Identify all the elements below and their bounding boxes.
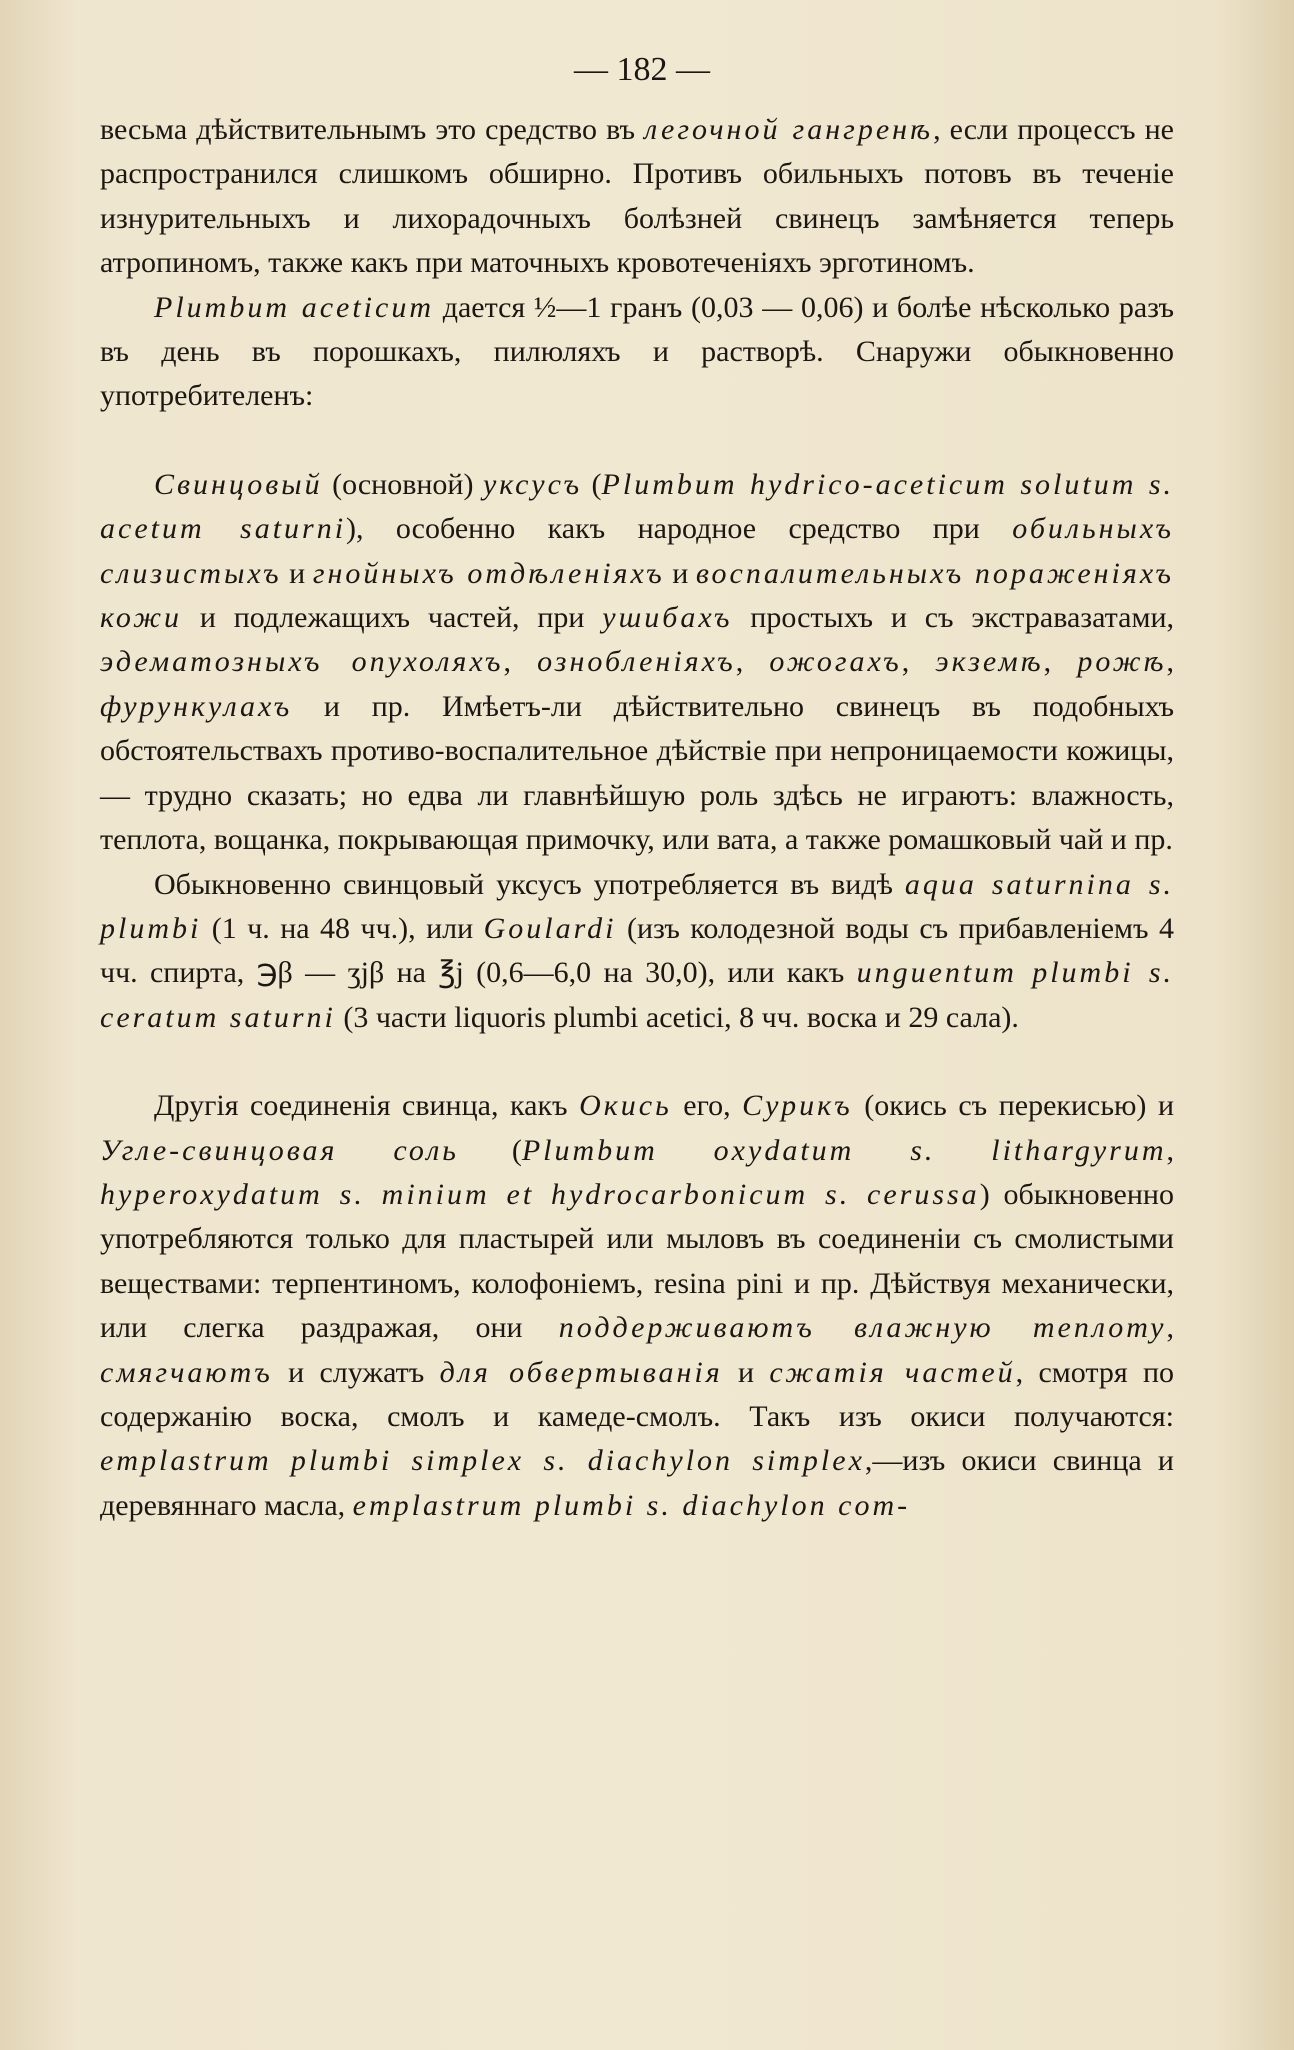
body-text: его, — [671, 1089, 743, 1123]
emphasized-text: ожогахъ — [769, 645, 902, 679]
emphasized-text: aqua saturnina s. plumbi — [100, 867, 1174, 945]
body-text: , если процессъ не распространился слишкомъ обширно. Противъ обильныхъ потовъ въ теченіе изнурительныхъ и лихорадочныхъ болѣзней свинецъ замѣняется теперь атропиномъ, также какъ при маточныхъ кровотеченіяхъ эрготиномъ. — [100, 113, 1175, 280]
body-text: ( — [458, 1133, 522, 1167]
emphasized-text: Свинцовый — [154, 467, 323, 501]
emphasized-text: уксусъ — [482, 467, 583, 501]
emphasized-text: Угле-свинцовая соль — [100, 1133, 459, 1167]
emphasized-text: фурункулахъ — [100, 689, 293, 723]
emphasized-text: Сурикъ — [742, 1089, 853, 1123]
body-text: , — [1166, 1311, 1174, 1345]
emphasized-text: ушибахъ — [602, 601, 733, 635]
page-text-body — [100, 108, 1174, 1528]
emphasized-text: Окись — [579, 1089, 672, 1123]
emphasized-text: ознобленіяхъ — [537, 645, 736, 679]
body-text: , смотря по содержанію воска, смолъ и камеде-смолъ. Такъ изъ окиси получаются: — [100, 1355, 1175, 1433]
body-text: и — [664, 556, 696, 590]
body-text: и — [722, 1355, 770, 1389]
body-text: , — [1166, 1133, 1174, 1167]
body-text: , — [1043, 645, 1078, 679]
body-text: (основной) — [322, 467, 483, 501]
body-text: и пр. Имѣетъ-ли дѣйствительно свинецъ въ подобныхъ обстоятельствахъ противо-воспалительное дѣйствіе при непроницаемости кожицы, — трудно сказать; но едва ли главнѣйшую роль здѣсь не играютъ: влажность, теплота, вощанка, покрывающая примочку, или вата, а также ромашковый чай и пр. — [100, 689, 1174, 857]
body-text: (3 части liquoris plumbi acetici, 8 чч. воска и 29 сала). — [335, 1000, 1019, 1034]
emphasized-text: для обвертыванія — [439, 1355, 723, 1389]
emphasized-text: hyperoxydatum s. minium et hydrocarbonicum s. cerussa — [100, 1177, 980, 1211]
body-text: ) обыкновенно употребляются только для пластырей или мыловъ въ соединеніи съ смолистыми веществами: терпентиномъ, колофоніемъ, resina pini и пр. Дѣйствуя механически, или слегка раздражая, они — [100, 1177, 1174, 1345]
emphasized-text: Plumbum oxydatum s. lithargyrum — [521, 1133, 1167, 1167]
paragraph — [100, 463, 1174, 863]
paragraph — [100, 1084, 1174, 1528]
emphasized-text: emplastrum plumbi simplex s. diachylon simplex — [100, 1444, 865, 1478]
emphasized-text: эдематозныхъ опухоляхъ — [100, 645, 504, 679]
body-text: (1 ч. на 48 чч.), или — [201, 911, 484, 945]
emphasized-text: поддерживаютъ влажную теплоту — [558, 1311, 1167, 1345]
body-text: дается ½—1 гранъ (0,03 — 0,06) и болѣе нѣсколько разъ въ день въ порошкахъ, пилюляхъ и растворѣ. Снаружи обыкновенно употребителенъ: — [100, 290, 1174, 413]
body-text: , — [735, 645, 770, 679]
emphasized-text: легочной гангренѣ — [644, 113, 934, 146]
body-text: , — [901, 645, 936, 679]
emphasized-text: рожѣ — [1077, 645, 1167, 679]
body-text: ( — [582, 467, 602, 501]
paragraph — [100, 108, 1174, 286]
emphasized-text: обильныхъ слизистыхъ — [100, 512, 1174, 590]
emphasized-text: emplastrum plumbi s. diachylon com- — [352, 1488, 911, 1522]
emphasized-text: Plumbum hydrico-aceticum solutum s. acetum saturni — [100, 467, 1175, 546]
body-text: и — [281, 556, 313, 590]
paragraph — [100, 863, 1174, 1041]
body-text: ,—изъ окиси свинца и деревяннаго масла, — [100, 1444, 1174, 1522]
emphasized-text: Goulardi — [483, 911, 617, 945]
body-text: (изъ колодезной воды съ прибавленіемъ 4 чч. спирта, ℈β — ʒjβ на ℥j (0,6—6,0 на 30,0), или какъ — [100, 911, 1174, 990]
emphasized-text: гнойныхъ отдѣленіяхъ — [312, 556, 665, 590]
body-text: (окись съ перекисью) и — [852, 1089, 1174, 1123]
emphasized-text: сжатія частей — [769, 1355, 1016, 1389]
emphasized-text: смягчаютъ — [100, 1355, 273, 1389]
emphasized-text: воспалительныхъ пораженіяхъ кожи — [100, 556, 1174, 635]
body-text: весьма дѣйствительнымъ это средство въ — [100, 113, 645, 146]
body-text: Обыкновенно свинцовый уксусъ употребляется въ видѣ — [154, 867, 905, 901]
body-text: , — [503, 645, 538, 679]
emphasized-text: unguentum plumbi s. ceratum saturni — [100, 956, 1174, 1034]
body-text: простыхъ и съ экстравазатами, — [732, 601, 1174, 635]
body-text: , — [1166, 645, 1174, 679]
body-text: и служатъ — [272, 1355, 440, 1389]
paragraph — [100, 286, 1174, 419]
body-text: Другія соединенія свинца, какъ — [154, 1089, 580, 1123]
page-number: — 182 — — [574, 51, 710, 88]
body-text: и подлежащихъ частей, при — [182, 601, 603, 635]
body-text: ), особенно какъ народное средство при — [346, 512, 1013, 546]
emphasized-text: Plumbum aceticum — [154, 290, 434, 324]
emphasized-text: экземѣ — [935, 645, 1044, 679]
